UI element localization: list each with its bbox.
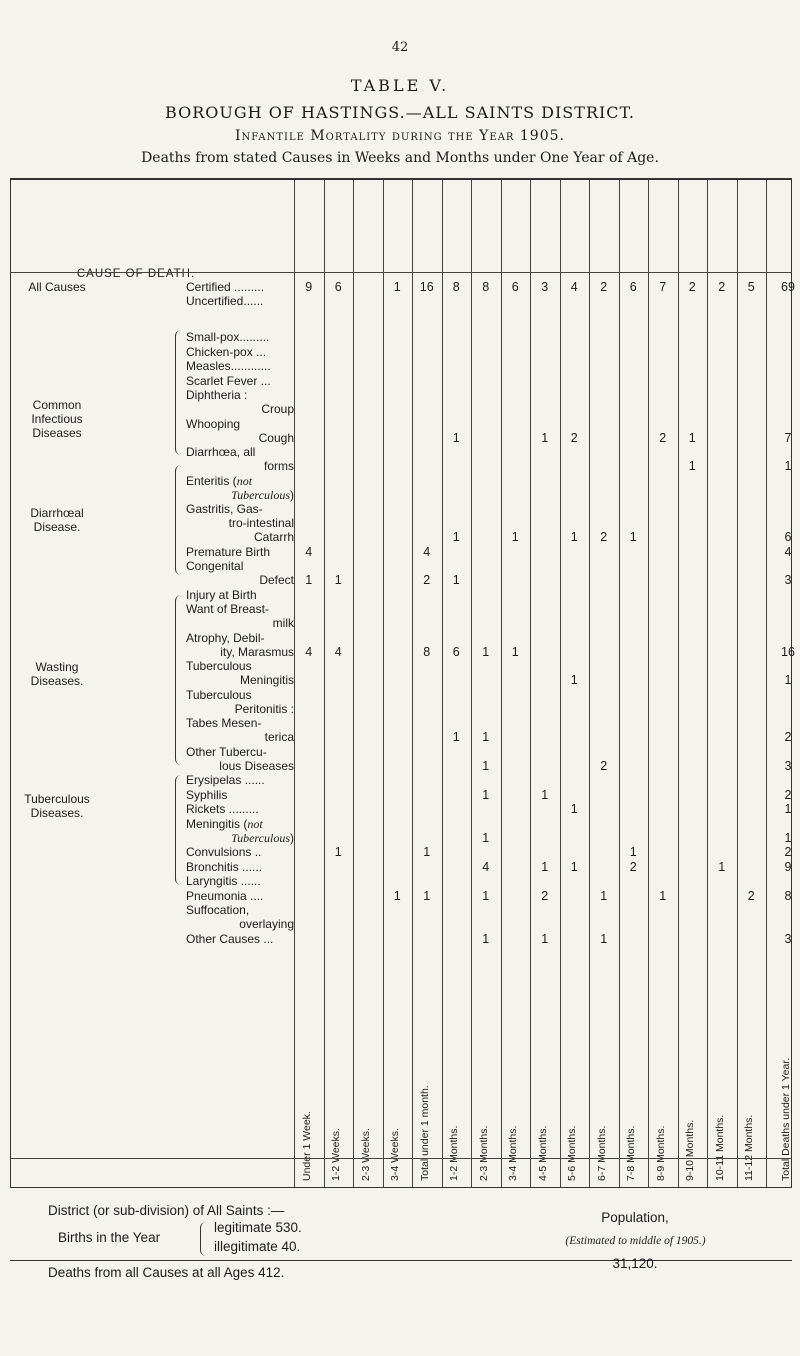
- all-causes-value: 6: [511, 280, 519, 294]
- row-other-tuberculous-value: 1: [482, 758, 490, 773]
- row-gastritis-value: 1: [452, 530, 460, 544]
- all-causes-value: 16: [419, 280, 434, 294]
- row-premature-birth-value: 4: [305, 544, 313, 559]
- column-header: 2-3 Months.: [477, 1125, 490, 1181]
- column-header: 11-12 Months.: [743, 1114, 756, 1181]
- row-atrophy-value: 16: [781, 644, 795, 659]
- row-diarrhoea-value: 1: [688, 459, 696, 473]
- row-rickets-value: 1: [570, 802, 578, 816]
- row-label-syphilis: Syphilis: [186, 787, 228, 802]
- row-bronchitis-value: 1: [570, 859, 578, 874]
- row-tuberculous-meningitis-value: 1: [570, 673, 578, 687]
- row-label-whooping-cough: Whooping: [186, 416, 241, 431]
- row-label-gastritis: Gastritis, Gas-: [186, 502, 263, 516]
- row-label-enteritis: Tuberculous): [231, 487, 294, 502]
- row-bronchitis-value: 4: [482, 859, 490, 874]
- row-label-other-tuberculous: lous Diseases: [219, 758, 294, 773]
- row-bronchitis-value: 1: [718, 859, 726, 874]
- column-header: 1-2 Weeks.: [330, 1128, 343, 1181]
- column-header: Under 1 Week.: [300, 1111, 313, 1181]
- row-other-causes-value: 1: [600, 931, 608, 946]
- all-causes-value: 6: [629, 280, 637, 294]
- row-gastritis-value: 6: [784, 530, 792, 544]
- group-diarrhoeal: Diarrhœal Disease.: [30, 506, 84, 534]
- all-causes-value: 5: [747, 280, 755, 294]
- all-causes-value: 4: [570, 280, 578, 294]
- all-causes-value: 2: [718, 280, 726, 294]
- all-causes-value: 7: [659, 280, 667, 294]
- all-causes-value: 1: [393, 280, 401, 294]
- row-convulsions-value: 1: [334, 845, 342, 859]
- row-label-small-pox: Small-pox.........: [186, 330, 270, 344]
- row-label-congenital-defect: Defect: [259, 573, 294, 587]
- table-label: TABLE V.: [350, 76, 450, 95]
- row-label-gastritis: Catarrh: [253, 530, 294, 544]
- row-bronchitis-value: 2: [629, 859, 637, 874]
- row-other-causes-value: 1: [482, 931, 490, 946]
- all-causes-value: 2: [600, 280, 608, 294]
- row-atrophy-value: 4: [334, 644, 342, 659]
- row-label-scarlet-fever: Scarlet Fever ...: [186, 373, 271, 388]
- row-label-whooping-cough: Cough: [258, 430, 294, 445]
- row-convulsions-value: 1: [629, 845, 637, 859]
- row-label-injury-at-birth: Injury at Birth: [186, 587, 257, 602]
- row-gastritis-value: 2: [600, 530, 608, 544]
- all-causes-value: 2: [688, 280, 696, 294]
- footer-district: District (or sub-division) of All Saints :—: [48, 1203, 285, 1218]
- row-label-chicken-pox: Chicken-pox ...: [186, 344, 267, 359]
- column-divider: [678, 180, 679, 1187]
- row-label-suffocation: Suffocation,: [186, 903, 250, 917]
- column-header: 4-5 Months.: [536, 1125, 549, 1181]
- mortality-table: [10, 178, 795, 1188]
- row-label-tuberculous-meningitis: Tuberculous: [186, 659, 252, 673]
- column-header: 8-9 Months.: [654, 1125, 667, 1181]
- group-all-causes: All Causes: [28, 280, 86, 294]
- row-label-other-tuberculous: Other Tubercu-: [186, 744, 267, 759]
- row-premature-birth-value: 4: [423, 544, 431, 559]
- row-atrophy-value: 8: [423, 644, 431, 659]
- column-divider: [766, 180, 767, 1187]
- cause-of-death-header: CAUSE OF DEATH.: [76, 268, 196, 280]
- row-label-tuberculous-meningitis: Meningitis: [239, 673, 294, 687]
- header-rule: [11, 272, 791, 273]
- brace-diarrhoeal: [175, 465, 184, 575]
- row-label-diarrhoea: Diarrhœa, all: [186, 445, 256, 459]
- footer-illegitimate: illegitimate 40.: [214, 1239, 301, 1254]
- row-convulsions-value: 2: [784, 845, 792, 859]
- all-causes-value: 9: [305, 280, 313, 294]
- row-pneumonia-value: 8: [784, 888, 792, 903]
- row-pneumonia-value: 1: [393, 888, 401, 903]
- column-header: 5-6 Months.: [566, 1125, 579, 1181]
- row-whooping-cough-value: 1: [541, 430, 549, 445]
- row-atrophy-value: 4: [305, 644, 313, 659]
- row-other-causes-value: 3: [784, 931, 792, 946]
- column-divider: [383, 180, 384, 1187]
- column-header: 2-3 Weeks.: [359, 1128, 372, 1181]
- footer-population-value: 31,120.: [612, 1256, 658, 1271]
- row-pneumonia-value: 2: [541, 888, 549, 903]
- row-pneumonia-value: 1: [423, 888, 431, 903]
- column-divider: [707, 180, 708, 1187]
- group-tuberculous: Tuberculous Diseases.: [24, 792, 90, 820]
- all-causes-value: 6: [334, 280, 342, 294]
- row-label-want-of-breast-milk: milk: [272, 616, 294, 630]
- column-header: 1-2 Months.: [448, 1125, 461, 1181]
- brace-wasting: [175, 595, 184, 765]
- footer-population-label: Population,: [601, 1210, 669, 1225]
- row-label-diphtheria: Croup: [261, 402, 294, 416]
- row-pneumonia-value: 1: [600, 888, 608, 903]
- row-pneumonia-value: 2: [747, 888, 755, 903]
- row-label-suffocation: overlaying: [239, 917, 294, 931]
- column-header: 9-10 Months.: [684, 1119, 697, 1181]
- row-label-congenital-defect: Congenital: [186, 559, 244, 573]
- row-syphilis-value: 2: [784, 787, 792, 802]
- row-tabes-mesenterica-value: 1: [482, 730, 490, 744]
- column-header: Total under 1 month.: [418, 1085, 431, 1181]
- row-congenital-defect-value: 1: [452, 573, 460, 587]
- all-causes-value: 69: [781, 280, 795, 294]
- row-label-other-causes: Other Causes ...: [186, 931, 274, 946]
- table-bottom-rule: [11, 1158, 791, 1159]
- table-subtitle: Infantile Mortality during the Year 1905.: [235, 128, 565, 144]
- row-label-certified: Certified .........: [186, 280, 265, 294]
- footer-population-note: (Estimated to middle of 1905.): [565, 1235, 706, 1247]
- row-atrophy-value: 1: [482, 644, 490, 659]
- row-meningitis-value: 1: [482, 830, 490, 845]
- row-label-rickets: Rickets .........: [186, 802, 259, 816]
- row-atrophy-value: 6: [452, 644, 460, 659]
- column-header: 3-4 Months.: [507, 1125, 520, 1181]
- row-meningitis-value: 1: [784, 830, 792, 845]
- row-syphilis-value: 1: [541, 787, 549, 802]
- footer-deaths: Deaths from all Causes at all Ages 412.: [48, 1265, 285, 1280]
- row-label-convulsions: Convulsions ..: [186, 845, 262, 859]
- column-divider: [412, 180, 413, 1187]
- row-label-meningitis: Meningitis (not: [186, 816, 263, 831]
- row-label-laryngitis: Laryngitis ......: [186, 874, 261, 888]
- row-label-tabes-mesenterica: Tabes Mesen-: [186, 716, 262, 730]
- row-label-atrophy: ity, Marasmus: [220, 644, 294, 659]
- row-label-tuberculous-peritonitis: Peritonitis :: [234, 701, 294, 716]
- column-divider: [294, 180, 295, 1187]
- page-number: 42: [391, 40, 409, 55]
- group-common-infectious: Common Infectious Diseases: [31, 398, 83, 440]
- column-header: 3-4 Weeks.: [389, 1128, 402, 1181]
- all-causes-value: 8: [452, 280, 460, 294]
- row-label-diarrhoea: forms: [264, 459, 294, 473]
- column-header: Total Deaths under 1 Year.: [780, 1057, 792, 1181]
- column-divider: [530, 180, 531, 1187]
- row-congenital-defect-value: 2: [423, 573, 431, 587]
- district-title: BOROUGH OF HASTINGS.—ALL SAINTS DISTRICT.: [165, 103, 635, 122]
- row-rickets-value: 1: [784, 802, 792, 816]
- all-causes-value: 8: [482, 280, 490, 294]
- row-congenital-defect-value: 3: [784, 573, 792, 587]
- row-other-causes-value: 1: [541, 931, 549, 946]
- row-whooping-cough-value: 2: [570, 430, 578, 445]
- row-pneumonia-value: 1: [482, 888, 490, 903]
- column-divider: [501, 180, 502, 1187]
- column-header: 6-7 Months.: [595, 1125, 608, 1181]
- footer-births-brace: [200, 1222, 209, 1256]
- row-diarrhoea-value: 1: [784, 459, 792, 473]
- row-label-atrophy: Atrophy, Debil-: [186, 630, 265, 645]
- row-label-want-of-breast-milk: Want of Breast-: [186, 602, 269, 616]
- column-divider: [442, 180, 443, 1187]
- row-gastritis-value: 1: [570, 530, 578, 544]
- brace-tuberculous: [175, 775, 184, 885]
- row-whooping-cough-value: 2: [659, 430, 667, 445]
- row-whooping-cough-value: 1: [688, 430, 696, 445]
- row-pneumonia-value: 1: [659, 888, 667, 903]
- row-other-tuberculous-value: 2: [600, 758, 608, 773]
- row-atrophy-value: 1: [511, 644, 519, 659]
- row-bronchitis-value: 1: [541, 859, 549, 874]
- column-divider: [471, 180, 472, 1187]
- row-whooping-cough-value: 1: [452, 430, 460, 445]
- footer-births-label: Births in the Year: [58, 1230, 161, 1245]
- row-label-measles: Measles............: [186, 359, 271, 373]
- row-label-enteritis: Enteritis (not: [186, 473, 253, 488]
- column-divider: [737, 180, 738, 1187]
- row-label-diphtheria: Diphtheria :: [186, 388, 248, 402]
- row-tabes-mesenterica-value: 1: [452, 730, 460, 744]
- row-label-tuberculous-peritonitis: Tuberculous: [186, 687, 252, 702]
- row-whooping-cough-value: 7: [784, 430, 792, 445]
- row-premature-birth-value: 4: [784, 544, 792, 559]
- row-label-gastritis: tro-intestinal: [228, 516, 294, 530]
- footer-legitimate: legitimate 530.: [214, 1220, 302, 1235]
- brace-infectious: [175, 330, 184, 455]
- column-header: 7-8 Months.: [625, 1125, 638, 1181]
- row-label-tabes-mesenterica: terica: [264, 730, 294, 744]
- column-divider: [324, 180, 325, 1187]
- row-congenital-defect-value: 1: [305, 573, 313, 587]
- row-other-tuberculous-value: 3: [784, 758, 792, 773]
- row-bronchitis-value: 9: [784, 859, 792, 874]
- column-header: 10-11 Months.: [713, 1114, 726, 1181]
- row-convulsions-value: 1: [423, 845, 431, 859]
- column-divider: [353, 180, 354, 1187]
- group-wasting: Wasting Diseases.: [30, 660, 84, 688]
- row-syphilis-value: 1: [482, 787, 490, 802]
- row-tabes-mesenterica-value: 2: [784, 730, 792, 744]
- row-label-bronchitis: Bronchitis ......: [186, 859, 263, 874]
- row-label-uncertified: Uncertified......: [186, 294, 264, 308]
- row-gastritis-value: 1: [629, 530, 637, 544]
- row-label-premature-birth: Premature Birth: [186, 544, 271, 559]
- row-label-meningitis: Tuberculous): [231, 830, 294, 845]
- row-label-erysipelas: Erysipelas ......: [186, 773, 265, 787]
- all-causes-value: 3: [541, 280, 549, 294]
- row-label-pneumonia: Pneumonia ....: [186, 888, 264, 903]
- table-caption: Deaths from stated Causes in Weeks and Months under One Year of Age.: [141, 150, 659, 166]
- column-divider: [648, 180, 649, 1187]
- column-divider: [619, 180, 620, 1187]
- row-gastritis-value: 1: [511, 530, 519, 544]
- row-congenital-defect-value: 1: [334, 573, 342, 587]
- row-tuberculous-meningitis-value: 1: [784, 673, 792, 687]
